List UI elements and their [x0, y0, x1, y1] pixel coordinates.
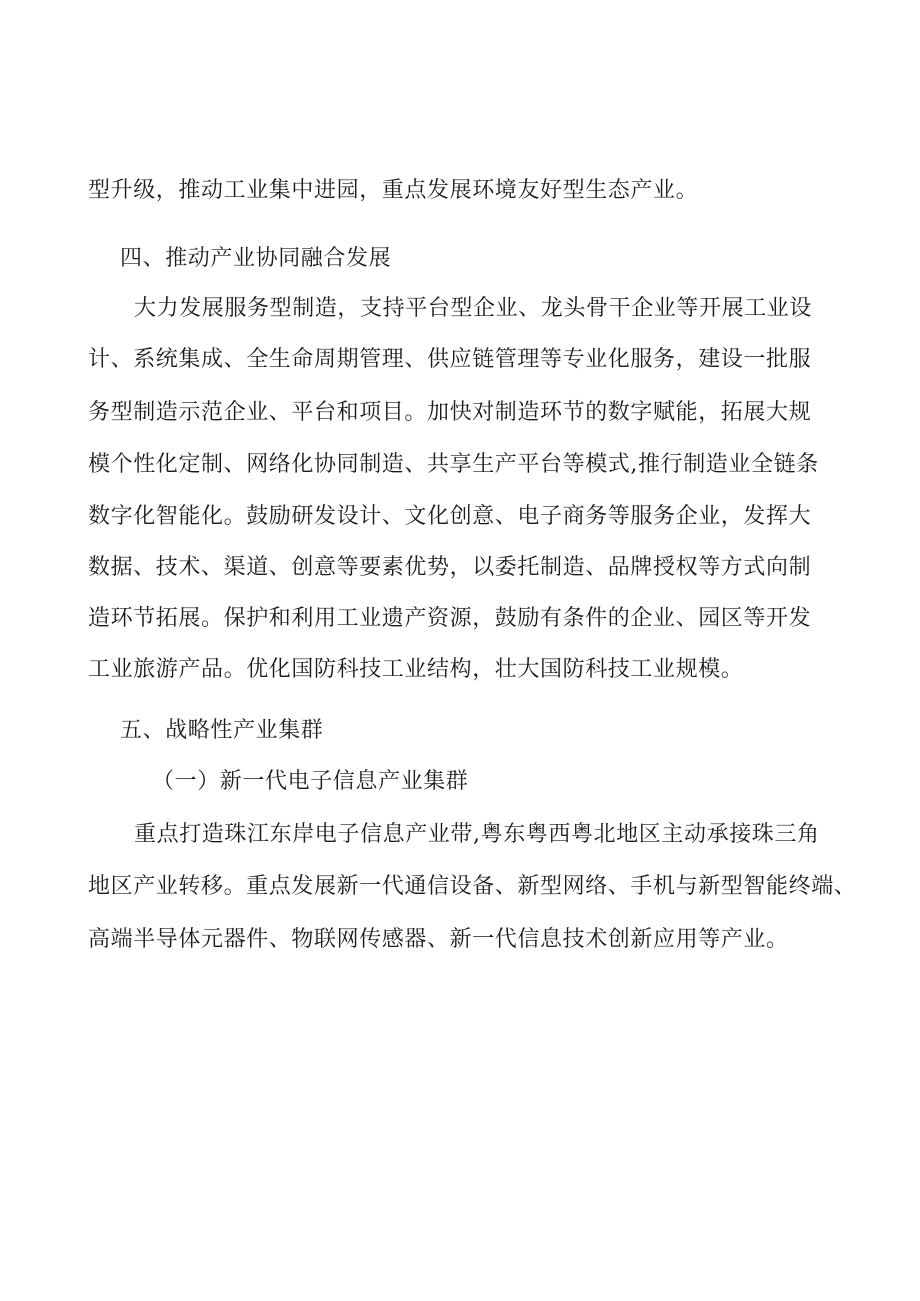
paragraph-line: 地区产业转移。重点发展新一代通信设备、新型网络、手机与新型智能终端、 [88, 874, 857, 899]
subsection-heading: （一）新一代电子信息产业集群 [152, 769, 469, 794]
paragraph-line: 数字化智能化。鼓励研发设计、文化创意、电子商务等服务企业，发挥大 [88, 504, 812, 529]
paragraph-line: 型升级，推动工业集中进园，重点发展环境友好型生态产业。 [88, 178, 699, 203]
section-heading: 四、推动产业协同融合发展 [120, 246, 392, 271]
paragraph-line: 模个性化定制、网络化协同制造、共享生产平台等模式,推行制造业全链条 [88, 452, 819, 477]
section-heading: 五、战略性产业集群 [120, 718, 324, 743]
paragraph-line: 务型制造示范企业、平台和项目。加快对制造环节的数字赋能，拓展大规 [88, 400, 812, 425]
paragraph-line: 工业旅游产品。优化国防科技工业结构，壮大国防科技工业规模。 [88, 657, 744, 682]
paragraph-line: 计、系统集成、全生命周期管理、供应链管理等专业化服务，建设一批服 [88, 347, 812, 372]
paragraph-line: 数据、技术、渠道、创意等要素优势，以委托制造、品牌授权等方式向制 [88, 555, 812, 580]
paragraph-line: 造环节拓展。保护和利用工业遗产资源，鼓励有条件的企业、园区等开发 [88, 606, 812, 631]
paragraph-line: 大力发展服务型制造，支持平台型企业、龙头骨干企业等开展工业设 [134, 296, 813, 321]
paragraph-line: 重点打造珠江东岸电子信息产业带,粤东粤西粤北地区主动承接珠三角 [134, 822, 820, 847]
paragraph-line: 高端半导体元器件、物联网传感器、新一代信息技术创新应用等产业。 [88, 927, 789, 952]
